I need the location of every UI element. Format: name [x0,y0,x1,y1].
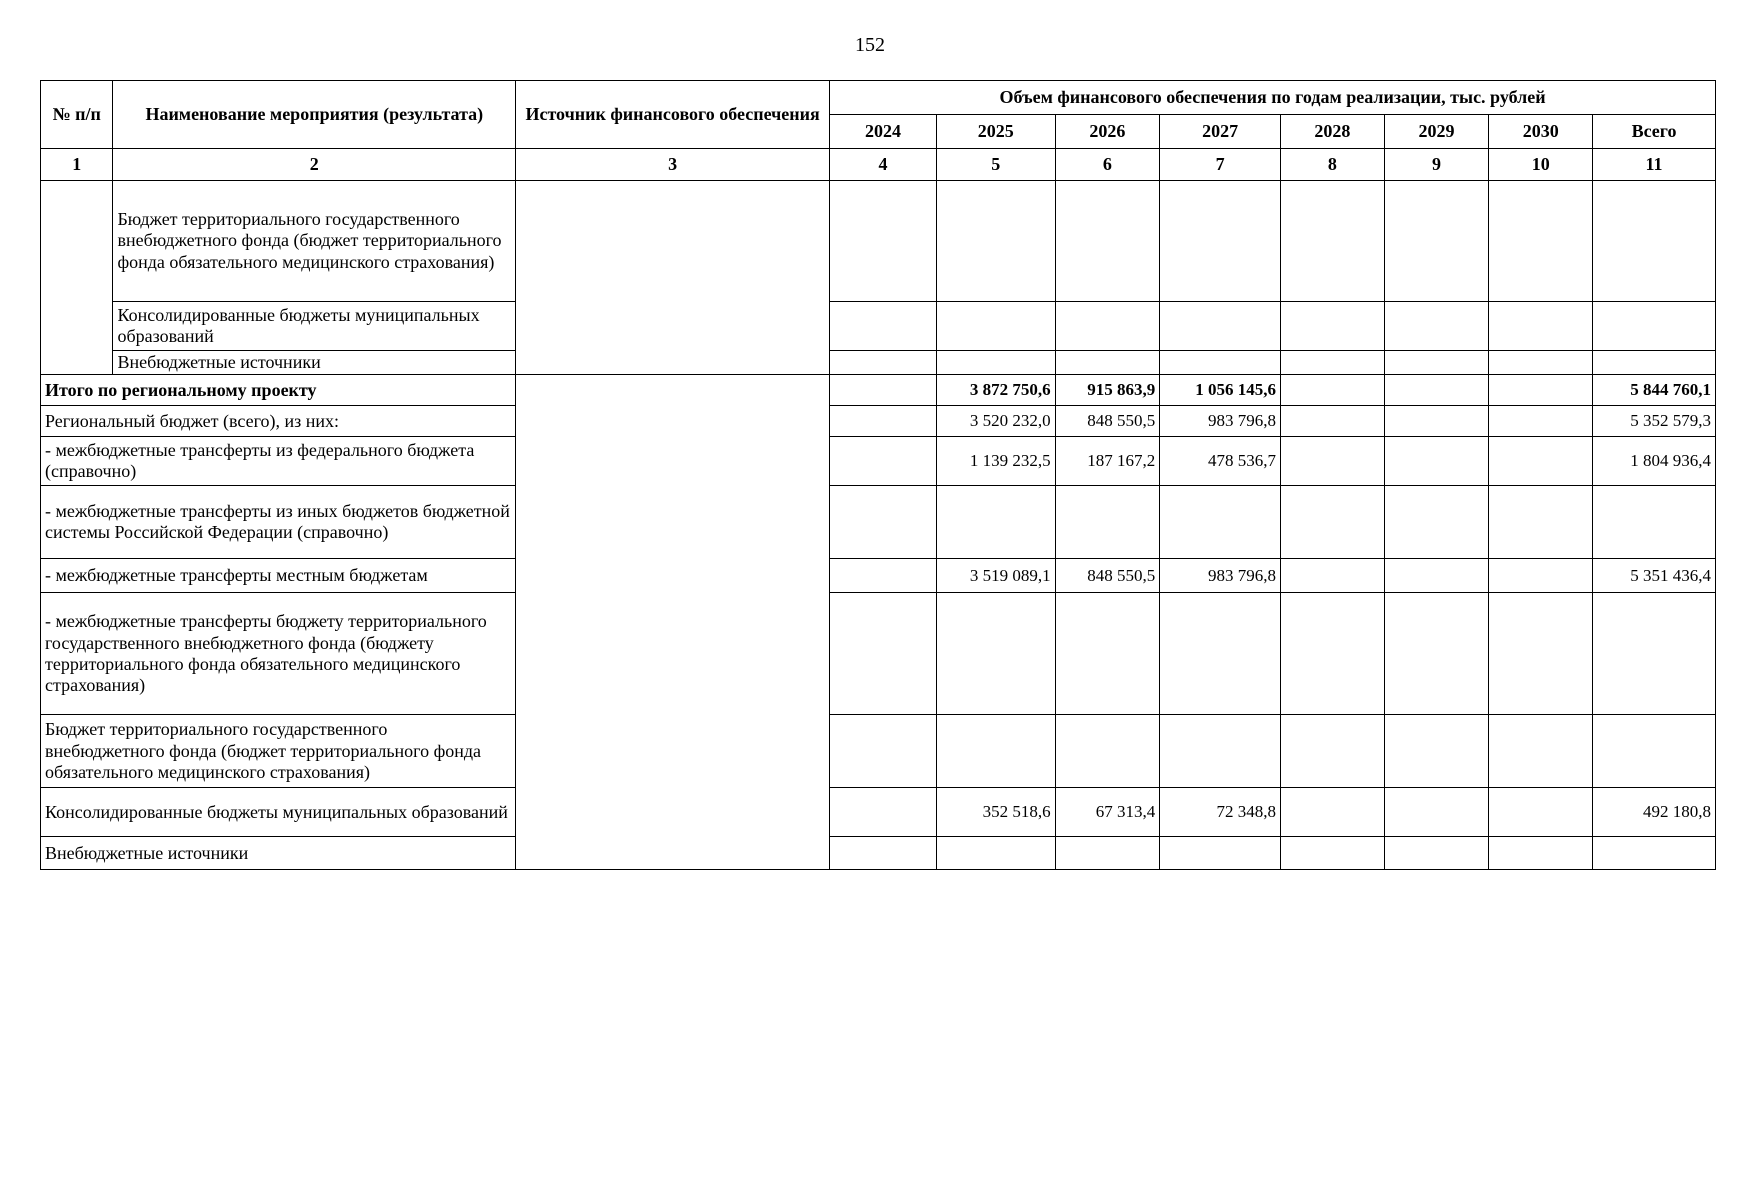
total-header: Всего [1593,115,1716,149]
column-index-row [41,149,1716,181]
value-cell [1160,837,1281,870]
value-cell [1281,715,1385,788]
table-row-total [41,375,1716,406]
value-cell [830,788,937,837]
value-cell [936,302,1055,351]
value-cell [1055,181,1160,302]
value-cell: 67 313,4 [1055,788,1160,837]
value-cell [1281,788,1385,837]
row-label: Бюджет территориального государственного внебюджетного фонда (бюджет территориального фонда обязательного медицинского страхования) [41,715,516,788]
value-cell [830,375,937,406]
value-cell: 848 550,5 [1055,406,1160,437]
table-row [41,788,1716,837]
row-label: - межбюджетные трансферты местным бюджетам [41,559,516,593]
value-cell [1489,559,1593,593]
row-label: Консолидированные бюджеты муниципальных образований [113,302,516,351]
row-label: Консолидированные бюджеты муниципальных образований [41,788,516,837]
row-label: Бюджет территориального государственного внебюджетного фонда (бюджет территориального фонда обязательного медицинского страхования) [113,181,516,302]
value-cell [936,715,1055,788]
value-cell: 1 056 145,6 [1160,375,1281,406]
value-cell [1055,593,1160,715]
table-row [41,559,1716,593]
value-cell [1281,406,1385,437]
value-cell [1281,437,1385,486]
page-number: 152 [855,34,885,56]
value-cell [1281,593,1385,715]
value-cell [1384,406,1489,437]
value-cell [830,302,937,351]
col-source-header: Источник финансового обеспечения [516,81,830,149]
table-header [41,81,1716,181]
column-index: 9 [1384,149,1489,181]
year-header: 2026 [1055,115,1160,149]
row-label: - межбюджетные трансферты бюджету территориального государственного внебюджетного фонда (бюджету территориального фонда обязательного медицинского страхования) [41,593,516,715]
value-cell [1384,181,1489,302]
value-cell: 478 536,7 [1160,437,1281,486]
value-cell [1489,437,1593,486]
value-cell: 3 872 750,6 [936,375,1055,406]
col-volume-header: Объем финансового обеспечения по годам реализации, тыс. рублей [830,81,1716,115]
value-cell [1489,181,1593,302]
table-row [41,715,1716,788]
column-index: 1 [41,149,113,181]
row-label: - межбюджетные трансферты из федерального бюджета (справочно) [41,437,516,486]
value-cell [936,181,1055,302]
column-index: 7 [1160,149,1281,181]
column-index: 8 [1281,149,1385,181]
value-cell [1593,715,1716,788]
table-row [41,837,1716,870]
column-index: 2 [113,149,516,181]
value-cell [1160,302,1281,351]
row-label: Итого по региональному проекту [41,375,516,406]
value-cell [1281,181,1385,302]
column-index: 11 [1593,149,1716,181]
year-header: 2028 [1281,115,1385,149]
column-index: 6 [1055,149,1160,181]
column-index: 5 [936,149,1055,181]
value-cell: 5 844 760,1 [1593,375,1716,406]
value-cell [1593,351,1716,375]
value-cell [830,181,937,302]
value-cell: 983 796,8 [1160,406,1281,437]
value-cell [1593,486,1716,559]
value-cell [1384,375,1489,406]
value-cell [830,715,937,788]
value-cell [830,406,937,437]
value-cell: 983 796,8 [1160,559,1281,593]
row-label: Региональный бюджет (всего), из них: [41,406,516,437]
value-cell [1489,351,1593,375]
value-cell [936,837,1055,870]
value-cell [1384,437,1489,486]
value-cell [1384,837,1489,870]
year-header: 2027 [1160,115,1281,149]
year-header: 2029 [1384,115,1489,149]
value-cell [1489,715,1593,788]
value-cell [1489,406,1593,437]
value-cell [1160,593,1281,715]
value-cell [1489,302,1593,351]
value-cell: 1 139 232,5 [936,437,1055,486]
value-cell [1281,559,1385,593]
value-cell [936,486,1055,559]
table-row [41,302,1716,351]
value-cell: 3 520 232,0 [936,406,1055,437]
col-number-header: № п/п [41,81,113,149]
col-name-header: Наименование мероприятия (результата) [113,81,516,149]
column-index: 10 [1489,149,1593,181]
table-row [41,593,1716,715]
value-cell [1055,302,1160,351]
value-cell [1593,302,1716,351]
value-cell [1160,181,1281,302]
value-cell: 915 863,9 [1055,375,1160,406]
value-cell [1489,593,1593,715]
value-cell [936,351,1055,375]
value-cell: 3 519 089,1 [936,559,1055,593]
value-cell: 492 180,8 [1593,788,1716,837]
value-cell [1384,715,1489,788]
column-index: 3 [516,149,830,181]
value-cell [1593,837,1716,870]
value-cell [830,351,937,375]
value-cell [1160,715,1281,788]
year-header: 2025 [936,115,1055,149]
table-row [41,406,1716,437]
table-row [41,486,1716,559]
row-label: Внебюджетные источники [41,837,516,870]
value-cell [1281,302,1385,351]
year-header: 2030 [1489,115,1593,149]
year-header: 2024 [830,115,937,149]
value-cell [1384,593,1489,715]
value-cell [1489,486,1593,559]
value-cell [1593,181,1716,302]
value-cell [830,837,937,870]
value-cell: 352 518,6 [936,788,1055,837]
value-cell [1281,486,1385,559]
value-cell [1055,837,1160,870]
value-cell [1281,837,1385,870]
source-cell [516,375,830,870]
row-number-cell [41,181,113,375]
table-row [41,437,1716,486]
table-body [41,181,1716,870]
table-row [41,181,1716,302]
value-cell [830,593,937,715]
value-cell: 5 352 579,3 [1593,406,1716,437]
value-cell [1160,486,1281,559]
value-cell [1384,788,1489,837]
column-index: 4 [830,149,937,181]
row-label: - межбюджетные трансферты из иных бюджетов бюджетной системы Российской Федерации (справочно) [41,486,516,559]
value-cell [1281,351,1385,375]
value-cell: 5 351 436,4 [1593,559,1716,593]
value-cell [1593,593,1716,715]
value-cell [1055,351,1160,375]
value-cell [1055,486,1160,559]
value-cell [1489,788,1593,837]
value-cell: 187 167,2 [1055,437,1160,486]
value-cell [830,437,937,486]
value-cell [1384,486,1489,559]
financing-table [40,80,1716,870]
source-cell [516,181,830,375]
value-cell [1384,351,1489,375]
value-cell [1160,351,1281,375]
value-cell [830,559,937,593]
value-cell: 1 804 936,4 [1593,437,1716,486]
row-label: Внебюджетные источники [113,351,516,375]
value-cell [936,593,1055,715]
value-cell: 72 348,8 [1160,788,1281,837]
value-cell [1384,559,1489,593]
value-cell [1055,715,1160,788]
value-cell [1489,837,1593,870]
value-cell [1281,375,1385,406]
value-cell: 848 550,5 [1055,559,1160,593]
value-cell [830,486,937,559]
value-cell [1489,375,1593,406]
value-cell [1384,302,1489,351]
table-row [41,351,1716,375]
